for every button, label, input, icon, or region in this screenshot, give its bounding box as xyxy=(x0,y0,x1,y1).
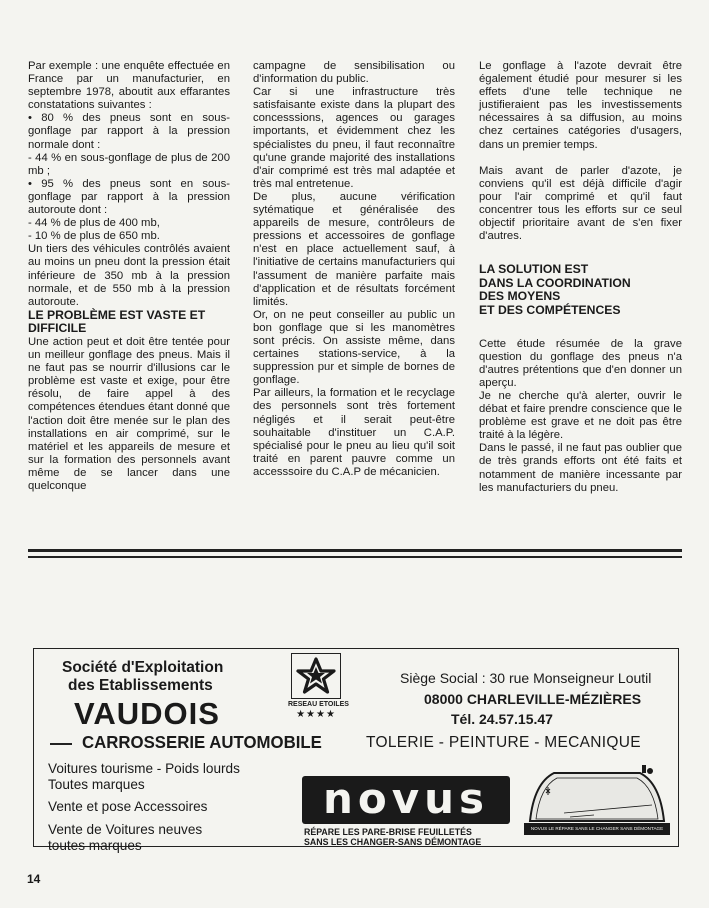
hq-phone: Tél. 24.57.15.47 xyxy=(451,711,553,727)
star-icon xyxy=(296,657,336,695)
paragraph: Car si une infrastructure très satisfaisante existe dans la plupart des concesssions, agences ou garages importants, et évidemment chez les spécialistes du pneu, il faut reconnaître qu'une grande majorité des installations d'air comprimé est très mal adaptée et très mal entretenue. xyxy=(253,86,455,190)
windshield-illustration xyxy=(524,763,670,837)
windshield-caption: NOVUS LE RÉPARE SANS LE CHANGER SANS DÉMONTAGE xyxy=(524,823,670,835)
carrosserie-heading: CARROSSERIE AUTOMOBILE xyxy=(82,732,322,752)
heading-line: DES MOYENS xyxy=(479,289,561,304)
paragraph: Par ailleurs, la formation et le recyclage des personnels sont très fortement négligés et il serait peut-être souhaitable d'instituer un C.A.P. spécialisé pour le pneu au lieu qu'il soit traité en parent pauvre comme un accesssoire du C.A.P de mécanicien. xyxy=(253,387,455,478)
dash-mark xyxy=(50,743,72,745)
service-item: Vente et pose Accessoires xyxy=(48,799,208,815)
heading-line: ET DES COMPÉTENCES xyxy=(479,303,621,317)
paragraph: Une action peut et doit être tentée pour un meilleur gonflage des pneus. Mais il ne faut pas se nourrir d'illusions car le problème est vaste et exige, pour être résolu, de faire appel à des compétences étendues étant donné que l'action doit être menée sur le plan des installations en air comprimé, sur le matériel et les appareils de mesure et sur la formation des personnels avant même de se lancer dans une quelconque xyxy=(28,335,230,492)
service-item: Toutes marques xyxy=(48,777,145,793)
article-column-3 xyxy=(479,60,682,495)
paragraph: campagne de sensibilisation ou d'information du public. xyxy=(253,60,455,86)
service-item: toutes marques xyxy=(48,837,142,853)
paragraph: - 10 % de plus de 650 mb. xyxy=(28,230,160,243)
logo-stars: ★★★★ xyxy=(296,709,336,720)
company-name: VAUDOIS xyxy=(74,696,220,731)
paragraph: - 44 % de plus de 400 mb, xyxy=(28,217,160,230)
section-heading xyxy=(479,263,682,317)
novus-logo: novus xyxy=(302,776,510,824)
company-line: des Etablissements xyxy=(68,677,213,694)
divider-rule xyxy=(28,556,682,558)
paragraph: Or, on ne peut conseiller au public un bon gonflage que si les manomètres sont précis. On assiste même, dans certaines stations-service, à la suppression pur et simple de bornes de gonflage. xyxy=(253,308,455,387)
services-list xyxy=(48,761,240,854)
paragraph: Dans le passé, il ne faut pas oublier que de très grands efforts ont été faits et notamment de manière incessante par les manufacturiers du pneu. xyxy=(479,442,682,494)
paragraph: Un tiers des véhicules contrôlés avaient au moins un pneu dont la pression était inférieure de 350 mb à la pression normale, et de 550 mb à la pression autoroute. xyxy=(28,243,230,308)
service-item: Vente de Voitures neuves xyxy=(48,821,203,837)
logo-network-label: RESEAU ETOILES xyxy=(288,701,349,708)
paragraph: Je ne cherche qu'à alerter, ouvrir le débat et faire prendre conscience que le problème est grave et ne doit pas être traité à la légère. xyxy=(479,389,682,442)
heading-line: DANS LA COORDINATION xyxy=(479,275,631,290)
paragraph: Par exemple : une enquête effectuée en France par un manufacturier, en septembre 1978, aboutit aux effarantes constatations suivantes : xyxy=(28,60,230,112)
divider-rule xyxy=(28,549,682,552)
article-column-2 xyxy=(253,60,455,479)
paragraph: Le gonflage à l'azote devrait être également étudié pour mesurer si les effets d'une telle technique ne justifieraient pas les investissements nécessaires à sa diffusion, au moins chez certaines catégories d'usagers, dans un premier temps. xyxy=(479,60,682,151)
service-item: Voitures tourisme - Poids lourds xyxy=(48,761,240,776)
novus-tagline: SANS LES CHANGER-SANS DÉMONTAGE xyxy=(304,837,482,847)
paragraph: De plus, aucune vérification sytématique et généralisée des appareils de mesure, contrôleurs de pressions et accessoires de gonflage n'est en place actuellement sauf, à l'initiative de certains manufacturiers qui l'assument de manière parfaite mais d'application et de résultats forcément limités. xyxy=(253,190,455,308)
trades-line: TOLERIE - PEINTURE - MECANIQUE xyxy=(366,734,641,751)
company-line: Société d'Exploitation xyxy=(62,659,224,676)
windshield-icon xyxy=(524,763,670,823)
paragraph: Cette étude résumée de la grave question du gonflage des pneus n'a d'autres prétentions que d'en donner un aperçu. xyxy=(479,337,682,389)
section-heading: LE PROBLÈME EST VASTE ET DIFFICILE xyxy=(28,307,206,336)
logo-frame xyxy=(291,653,341,699)
advertisement xyxy=(33,648,679,853)
reseau-etoiles-logo xyxy=(288,653,349,731)
paragraph: • 95 % des pneus sont en sous-gonflage par rapport à la pression autoroute dont : xyxy=(28,177,230,217)
novus-tagline: RÉPARE LES PARE-BRISE FEUILLETÉS xyxy=(304,827,472,837)
paragraph: • 80 % des pneus sont en sous-gonflage par rapport à la pression normale dont : xyxy=(28,112,230,151)
hq-city: 08000 CHARLEVILLE-MÉZIÈRES xyxy=(424,691,642,707)
hq-address: Siège Social : 30 rue Monseigneur Loutil xyxy=(400,670,652,686)
paragraph: Mais avant de parler d'azote, je conviens qu'il est déjà difficile d'agir pour l'air comprimé et qu'il faut concentrer tous les efforts sur ce seul objectif prioritaire avant de s'en fixer d'autres. xyxy=(479,164,682,243)
heading-line: LA SOLUTION EST xyxy=(479,262,589,277)
article-column-1 xyxy=(28,60,230,493)
paragraph: - 44 % en sous-gonflage de plus de 200 mb ; xyxy=(28,151,230,177)
page-number: 14 xyxy=(27,872,41,886)
